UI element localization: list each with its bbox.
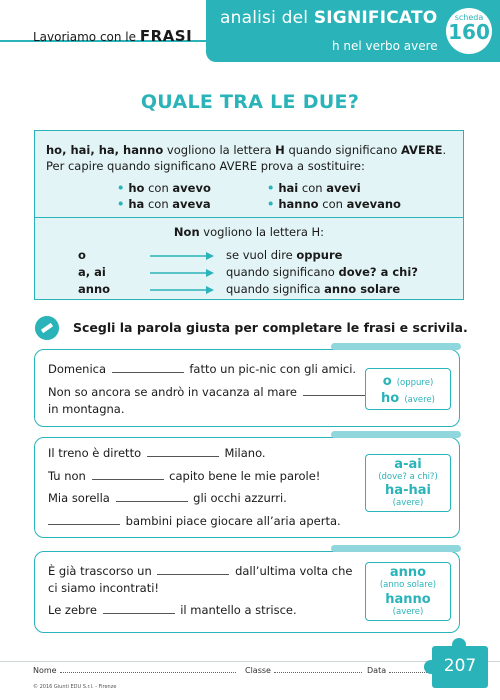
- rule-divider: [35, 217, 463, 218]
- bullet-with: con: [318, 197, 347, 211]
- mapping-pre: se vuol dire: [226, 248, 297, 262]
- mapping-bold: anno solare: [324, 282, 401, 296]
- bullet-word: hai: [278, 181, 299, 195]
- sentence-text: Milano.: [224, 446, 266, 460]
- exercise-sentence: [48, 564, 352, 578]
- pencil-icon: [35, 316, 59, 340]
- word-choice: [366, 389, 450, 406]
- exercise-sentence: [48, 469, 320, 483]
- word-choice: [366, 372, 450, 389]
- bullet-dot: •: [117, 181, 125, 195]
- header-banner: [206, 0, 500, 62]
- bullet-dot: •: [267, 181, 275, 195]
- sentence-text: gli occhi azzurri.: [193, 491, 287, 505]
- bullets-right: [267, 180, 401, 212]
- header-title-prefix: analisi del: [220, 8, 309, 28]
- choice-hint: (avere): [404, 395, 435, 405]
- sentence-text: Il treno è diretto: [48, 446, 142, 460]
- bullet-sub: avevi: [326, 181, 361, 195]
- sentence-text: Domenica: [48, 362, 107, 376]
- mapping-word: anno: [78, 282, 111, 296]
- choice-hint: (anno solare): [379, 580, 437, 590]
- exercise-box-3: [34, 551, 460, 633]
- date-field: [367, 666, 427, 675]
- bullet-word: ho: [128, 181, 145, 195]
- answer-blank[interactable]: [116, 493, 188, 502]
- bullet-with: con: [298, 181, 327, 195]
- bullet-dot: •: [267, 197, 275, 211]
- header-title: [220, 8, 437, 28]
- bullet-item: [267, 196, 401, 212]
- sentence-text: È già trascorso un: [48, 564, 152, 578]
- name-label: Nome: [33, 666, 57, 675]
- exercise-box-2: [34, 437, 460, 538]
- page-title: QUALE TRA LE DUE?: [140, 91, 360, 113]
- mapping-meaning: [226, 282, 400, 296]
- arrow-right-icon: [150, 252, 214, 260]
- answer-blank[interactable]: [48, 516, 120, 525]
- mapping-meaning: [226, 265, 418, 279]
- rule-box: [34, 130, 464, 300]
- choice-word: a-ai: [394, 457, 422, 472]
- answer-blank[interactable]: [103, 605, 175, 614]
- answer-blank[interactable]: [92, 471, 164, 480]
- rule-text-part: .: [442, 143, 447, 157]
- exercise-box-1: [34, 349, 460, 427]
- exercise-tab: [331, 343, 461, 350]
- class-line[interactable]: [274, 666, 362, 673]
- answer-blank[interactable]: [303, 387, 375, 396]
- arrow-right-icon: [150, 286, 214, 294]
- date-line[interactable]: [389, 666, 427, 673]
- sentence-text: dall’ultima volta che: [235, 564, 353, 578]
- mapping-bold: oppure: [296, 248, 343, 262]
- rule-line-2: Per capire quando significano AVERE prova a sostituire:: [46, 159, 365, 173]
- puzzle-piece-icon: [432, 646, 488, 688]
- exercise-sentence: [48, 446, 266, 460]
- choice-word: anno: [389, 565, 427, 580]
- copyright: © 2016 Giunti EDU S.r.l. - Firenze: [33, 684, 117, 690]
- rule-words: ho, hai, ha, hanno: [46, 143, 164, 157]
- bullet-with: con: [144, 197, 173, 211]
- rule-non-heading: [35, 225, 463, 239]
- word-choices-2: [365, 454, 451, 512]
- bullet-dot: •: [117, 197, 125, 211]
- rule-non-bold: Non: [173, 225, 200, 239]
- class-label: Classe: [245, 666, 271, 675]
- bullet-word: hanno: [278, 197, 319, 211]
- mapping-word: a, ai: [78, 265, 106, 279]
- badge-number: 160: [448, 20, 490, 44]
- rule-non-rest: vogliono la lettera H:: [199, 225, 325, 239]
- brand-word: FRASI: [139, 27, 193, 45]
- sentence-text: Le zebre: [48, 603, 97, 617]
- exercise-tab: [331, 431, 461, 438]
- choice-hint: (avere): [392, 498, 424, 508]
- worksheet-badge: [446, 8, 492, 54]
- bullet-item: [267, 180, 401, 196]
- rule-text: [46, 142, 446, 174]
- rule-avere: AVERE: [400, 143, 443, 157]
- bullet-sub: aveva: [172, 197, 211, 211]
- arrow-right-icon: [150, 269, 214, 277]
- sentence-text: fatto un pic-nic con gli amici.: [189, 362, 357, 376]
- exercise-sentence: [48, 514, 341, 528]
- bullet-with: con: [144, 181, 173, 195]
- series-brand: [33, 27, 192, 45]
- bullet-item: [117, 180, 211, 196]
- rule-text-part: vogliono la lettera: [163, 143, 276, 157]
- mapping-meaning: [226, 248, 342, 262]
- choice-word: ha-hai: [385, 483, 431, 498]
- exercise-sentence: [48, 402, 125, 416]
- brand-prefix: Lavoriamo con le: [33, 30, 137, 44]
- choice-hint: (avere): [392, 607, 424, 617]
- instruction-text: Scegli la parola giusta per completare le frasi e scrivila.: [73, 320, 468, 335]
- exercise-sentence: [48, 385, 377, 399]
- bullet-word: ha: [128, 197, 145, 211]
- exercise-sentence: [48, 581, 159, 595]
- bullet-item: [117, 196, 211, 212]
- name-field: [33, 666, 236, 675]
- header-title-bold: SIGNIFICATO: [313, 8, 438, 28]
- choice-hint: (oppure): [396, 378, 434, 388]
- exercise-sentence: [48, 603, 297, 617]
- bullet-sub: avevo: [172, 181, 211, 195]
- choice-word: ho: [381, 391, 400, 406]
- exercise-sentence: [48, 491, 287, 505]
- answer-blank[interactable]: [112, 364, 184, 373]
- sentence-text: Tu non: [48, 469, 86, 483]
- choice-word: hanno: [385, 592, 431, 607]
- sentence-text: ci siamo incontrati!: [48, 581, 160, 595]
- bullet-sub: avevano: [346, 197, 401, 211]
- word-choices-3: [365, 562, 451, 621]
- exercise-sentence: [48, 362, 356, 376]
- answer-blank[interactable]: [147, 448, 219, 457]
- rule-letter-h: H: [275, 143, 285, 157]
- mapping-pre: quando significa: [226, 282, 325, 296]
- page-number: 207: [443, 656, 477, 676]
- sentence-text: Non so ancora se andrò in vacanza al mare: [48, 385, 298, 399]
- date-label: Data: [367, 666, 387, 675]
- word-choices-1: [365, 368, 451, 410]
- class-field: [245, 666, 362, 675]
- mapping-bold: dove? a chi?: [338, 265, 418, 279]
- sentence-text: capito bene le mie parole!: [169, 469, 321, 483]
- exercise-tab: [331, 545, 461, 552]
- mapping-pre: quando significano: [226, 265, 339, 279]
- sentence-text: bambini piace giocare all’aria aperta.: [125, 514, 341, 528]
- name-line[interactable]: [60, 666, 236, 673]
- choice-hint: (dove? a chi?): [378, 472, 438, 482]
- sentence-text: il mantello a strisce.: [180, 603, 297, 617]
- choice-word: o: [382, 374, 392, 389]
- badge-label: scheda: [454, 13, 484, 22]
- rule-text-part: quando significano: [284, 143, 401, 157]
- sentence-text: in montagna.: [48, 402, 125, 416]
- answer-blank[interactable]: [157, 566, 229, 575]
- bullets-left: [117, 180, 211, 212]
- mapping-word: o: [78, 248, 86, 262]
- header-subtitle: h nel verbo avere: [332, 39, 438, 53]
- sentence-text: Mia sorella: [48, 491, 110, 505]
